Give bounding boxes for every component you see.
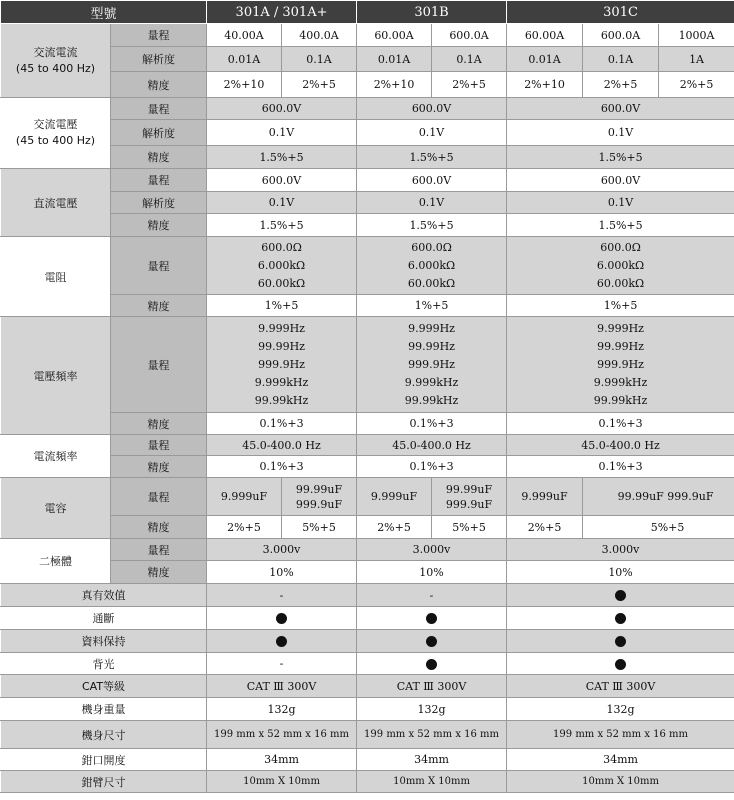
sub-label: 解析度 xyxy=(111,47,207,72)
diode-label: 二極體 xyxy=(1,539,111,584)
value-cell: 0.01A xyxy=(357,47,432,72)
value-cell: 600.0V xyxy=(357,169,507,192)
sub-label: 精度 xyxy=(111,72,207,98)
value-cell: 0.1V xyxy=(357,120,507,146)
cat-label: CAT等級 xyxy=(1,675,207,698)
value-cell: 2%+5 xyxy=(282,72,357,98)
value-cell xyxy=(207,607,357,630)
sub-label: 量程 xyxy=(111,98,207,120)
sub-label: 量程 xyxy=(111,24,207,47)
value-cell: 45.0-400.0 Hz xyxy=(507,435,734,456)
value-cell: 5%+5 xyxy=(432,516,507,539)
value-cell: 2%+5 xyxy=(432,72,507,98)
value-cell xyxy=(357,653,507,675)
value-cell: 40.00A xyxy=(207,24,282,47)
true-rms-label: 真有效值 xyxy=(1,584,207,607)
value-cell: 199 mm x 52 mm x 16 mm xyxy=(507,721,734,749)
continuity-label: 通斷 xyxy=(1,607,207,630)
value-cell: 0.1%+3 xyxy=(357,456,507,478)
value-cell: 9.999Hz 99.99Hz 999.9Hz 9.999kHz 99.99kHz xyxy=(507,317,734,413)
body-size-label: 機身尺寸 xyxy=(1,721,207,749)
yes-dot-icon xyxy=(426,613,437,624)
value-cell: 0.1V xyxy=(357,192,507,214)
value-cell xyxy=(507,584,734,607)
value-cell: 600.0V xyxy=(357,98,507,120)
value-cell: 0.1%+3 xyxy=(507,456,734,478)
sub-label: 精度 xyxy=(111,516,207,539)
value-cell: 10mm X 10mm xyxy=(357,771,507,793)
resistance-label: 電阻 xyxy=(1,237,111,317)
yes-dot-icon xyxy=(426,636,437,647)
value-cell: 10mm X 10mm xyxy=(507,771,734,793)
yes-dot-icon xyxy=(276,636,287,647)
value-cell: CAT Ⅲ 300V xyxy=(507,675,734,698)
value-cell: 45.0-400.0 Hz xyxy=(357,435,507,456)
value-cell: 99.99uF 999.9uF xyxy=(432,478,507,516)
value-cell: 1.5%+5 xyxy=(207,214,357,237)
value-cell: 1000A xyxy=(659,24,734,47)
value-cell: 600.0V xyxy=(507,98,734,120)
value-cell: 600.0A xyxy=(432,24,507,47)
sub-label: 精度 xyxy=(111,295,207,317)
voltage-freq-label: 電壓頻率 xyxy=(1,317,111,435)
yes-dot-icon xyxy=(276,613,287,624)
yes-dot-icon xyxy=(615,590,626,601)
model-301a: 301A / 301A+ xyxy=(207,1,357,24)
value-cell: 0.1V xyxy=(507,192,734,214)
value-cell: 2%+5 xyxy=(659,72,734,98)
value-cell: 0.1A xyxy=(432,47,507,72)
yes-dot-icon xyxy=(615,659,626,670)
backlight-label: 背光 xyxy=(1,653,207,675)
value-cell: 10% xyxy=(507,561,734,584)
value-cell: 2%+5 xyxy=(207,516,282,539)
sub-label: 精度 xyxy=(111,214,207,237)
value-cell xyxy=(507,630,734,653)
yes-dot-icon xyxy=(615,613,626,624)
value-cell: 132g xyxy=(507,698,734,721)
sub-label: 精度 xyxy=(111,413,207,435)
value-cell xyxy=(357,607,507,630)
value-cell: CAT Ⅲ 300V xyxy=(357,675,507,698)
value-cell: 10% xyxy=(357,561,507,584)
model-301b: 301B xyxy=(357,1,507,24)
header-row xyxy=(1,1,734,24)
sub-label: 量程 xyxy=(111,435,207,456)
value-cell: 132g xyxy=(207,698,357,721)
value-cell: 99.99uF 999.9uF xyxy=(282,478,357,516)
value-cell: - xyxy=(357,584,507,607)
value-cell: 600.0Ω 6.000kΩ 60.00kΩ xyxy=(357,237,507,295)
value-cell xyxy=(507,653,734,675)
value-cell: 600.0Ω 6.000kΩ 60.00kΩ xyxy=(507,237,734,295)
value-cell: 600.0A xyxy=(583,24,659,47)
value-cell: 45.0-400.0 Hz xyxy=(207,435,357,456)
value-cell xyxy=(207,630,357,653)
sub-label: 精度 xyxy=(111,146,207,169)
value-cell: 199 mm x 52 mm x 16 mm xyxy=(207,721,357,749)
value-cell: 9.999Hz 99.99Hz 999.9Hz 9.999kHz 99.99kHz xyxy=(207,317,357,413)
value-cell: 10mm X 10mm xyxy=(207,771,357,793)
value-cell: 1.5%+5 xyxy=(207,146,357,169)
value-cell: 600.0V xyxy=(207,169,357,192)
value-cell: 2%+5 xyxy=(357,516,432,539)
model-301c: 301C xyxy=(507,1,734,24)
value-cell: 0.1%+3 xyxy=(357,413,507,435)
sub-label: 量程 xyxy=(111,237,207,295)
value-cell: 1.5%+5 xyxy=(357,214,507,237)
value-cell: 3.000v xyxy=(207,539,357,561)
value-cell: 60.00A xyxy=(357,24,432,47)
value-cell: 0.1A xyxy=(282,47,357,72)
value-cell: 0.1V xyxy=(507,120,734,146)
value-cell: 2%+10 xyxy=(207,72,282,98)
value-cell: 3.000v xyxy=(357,539,507,561)
value-cell: - xyxy=(207,653,357,675)
weight-label: 機身重量 xyxy=(1,698,207,721)
value-cell: CAT Ⅲ 300V xyxy=(207,675,357,698)
value-cell xyxy=(507,607,734,630)
sub-label: 精度 xyxy=(111,456,207,478)
sub-label: 解析度 xyxy=(111,192,207,214)
value-cell: 0.1V xyxy=(207,120,357,146)
sub-label: 量程 xyxy=(111,169,207,192)
yes-dot-icon xyxy=(426,659,437,670)
value-cell: 9.999Hz 99.99Hz 999.9Hz 9.999kHz 99.99kHz xyxy=(357,317,507,413)
jaw-open-label: 鉗口開度 xyxy=(1,749,207,771)
value-cell: 0.1V xyxy=(207,192,357,214)
sub-label: 精度 xyxy=(111,561,207,584)
value-cell: 60.00A xyxy=(507,24,583,47)
value-cell: 3.000v xyxy=(507,539,734,561)
value-cell: 0.1%+3 xyxy=(507,413,734,435)
value-cell: 1.5%+5 xyxy=(357,146,507,169)
value-cell: 99.99uF 999.9uF xyxy=(583,478,734,516)
value-cell: 2%+10 xyxy=(507,72,583,98)
model-label: 型號 xyxy=(1,1,207,24)
ac-voltage-label: 交流電壓 (45 to 400 Hz) xyxy=(1,98,111,169)
dc-voltage-label: 直流電壓 xyxy=(1,169,111,237)
sub-label: 量程 xyxy=(111,478,207,516)
value-cell: 1.5%+5 xyxy=(507,214,734,237)
value-cell: 1%+5 xyxy=(357,295,507,317)
current-freq-label: 電流頻率 xyxy=(1,435,111,478)
value-cell: 9.999uF xyxy=(507,478,583,516)
value-cell: 132g xyxy=(357,698,507,721)
value-cell: 2%+10 xyxy=(357,72,432,98)
capacitance-label: 電容 xyxy=(1,478,111,539)
value-cell: 5%+5 xyxy=(282,516,357,539)
value-cell: 34mm xyxy=(357,749,507,771)
sub-label: 量程 xyxy=(111,539,207,561)
value-cell: 199 mm x 52 mm x 16 mm xyxy=(357,721,507,749)
value-cell: 0.1%+3 xyxy=(207,456,357,478)
value-cell: 400.0A xyxy=(282,24,357,47)
value-cell: 0.01A xyxy=(207,47,282,72)
value-cell: 0.1A xyxy=(583,47,659,72)
value-cell: 34mm xyxy=(207,749,357,771)
value-cell: 0.1%+3 xyxy=(207,413,357,435)
value-cell: 2%+5 xyxy=(583,72,659,98)
value-cell: 1.5%+5 xyxy=(507,146,734,169)
yes-dot-icon xyxy=(615,636,626,647)
value-cell: 1%+5 xyxy=(507,295,734,317)
sub-label: 量程 xyxy=(111,317,207,413)
value-cell: 10% xyxy=(207,561,357,584)
sub-label: 解析度 xyxy=(111,120,207,146)
value-cell: 0.01A xyxy=(507,47,583,72)
value-cell: 1A xyxy=(659,47,734,72)
value-cell: - xyxy=(207,584,357,607)
value-cell: 600.0Ω 6.000kΩ 60.00kΩ xyxy=(207,237,357,295)
value-cell: 9.999uF xyxy=(207,478,282,516)
value-cell xyxy=(357,630,507,653)
value-cell: 1%+5 xyxy=(207,295,357,317)
data-hold-label: 資料保持 xyxy=(1,630,207,653)
value-cell: 34mm xyxy=(507,749,734,771)
value-cell: 2%+5 xyxy=(507,516,583,539)
ac-current-label: 交流電流 (45 to 400 Hz) xyxy=(1,24,111,98)
value-cell: 600.0V xyxy=(207,98,357,120)
value-cell: 600.0V xyxy=(507,169,734,192)
jaw-size-label: 鉗臂尺寸 xyxy=(1,771,207,793)
value-cell: 9.999uF xyxy=(357,478,432,516)
value-cell: 5%+5 xyxy=(583,516,734,539)
